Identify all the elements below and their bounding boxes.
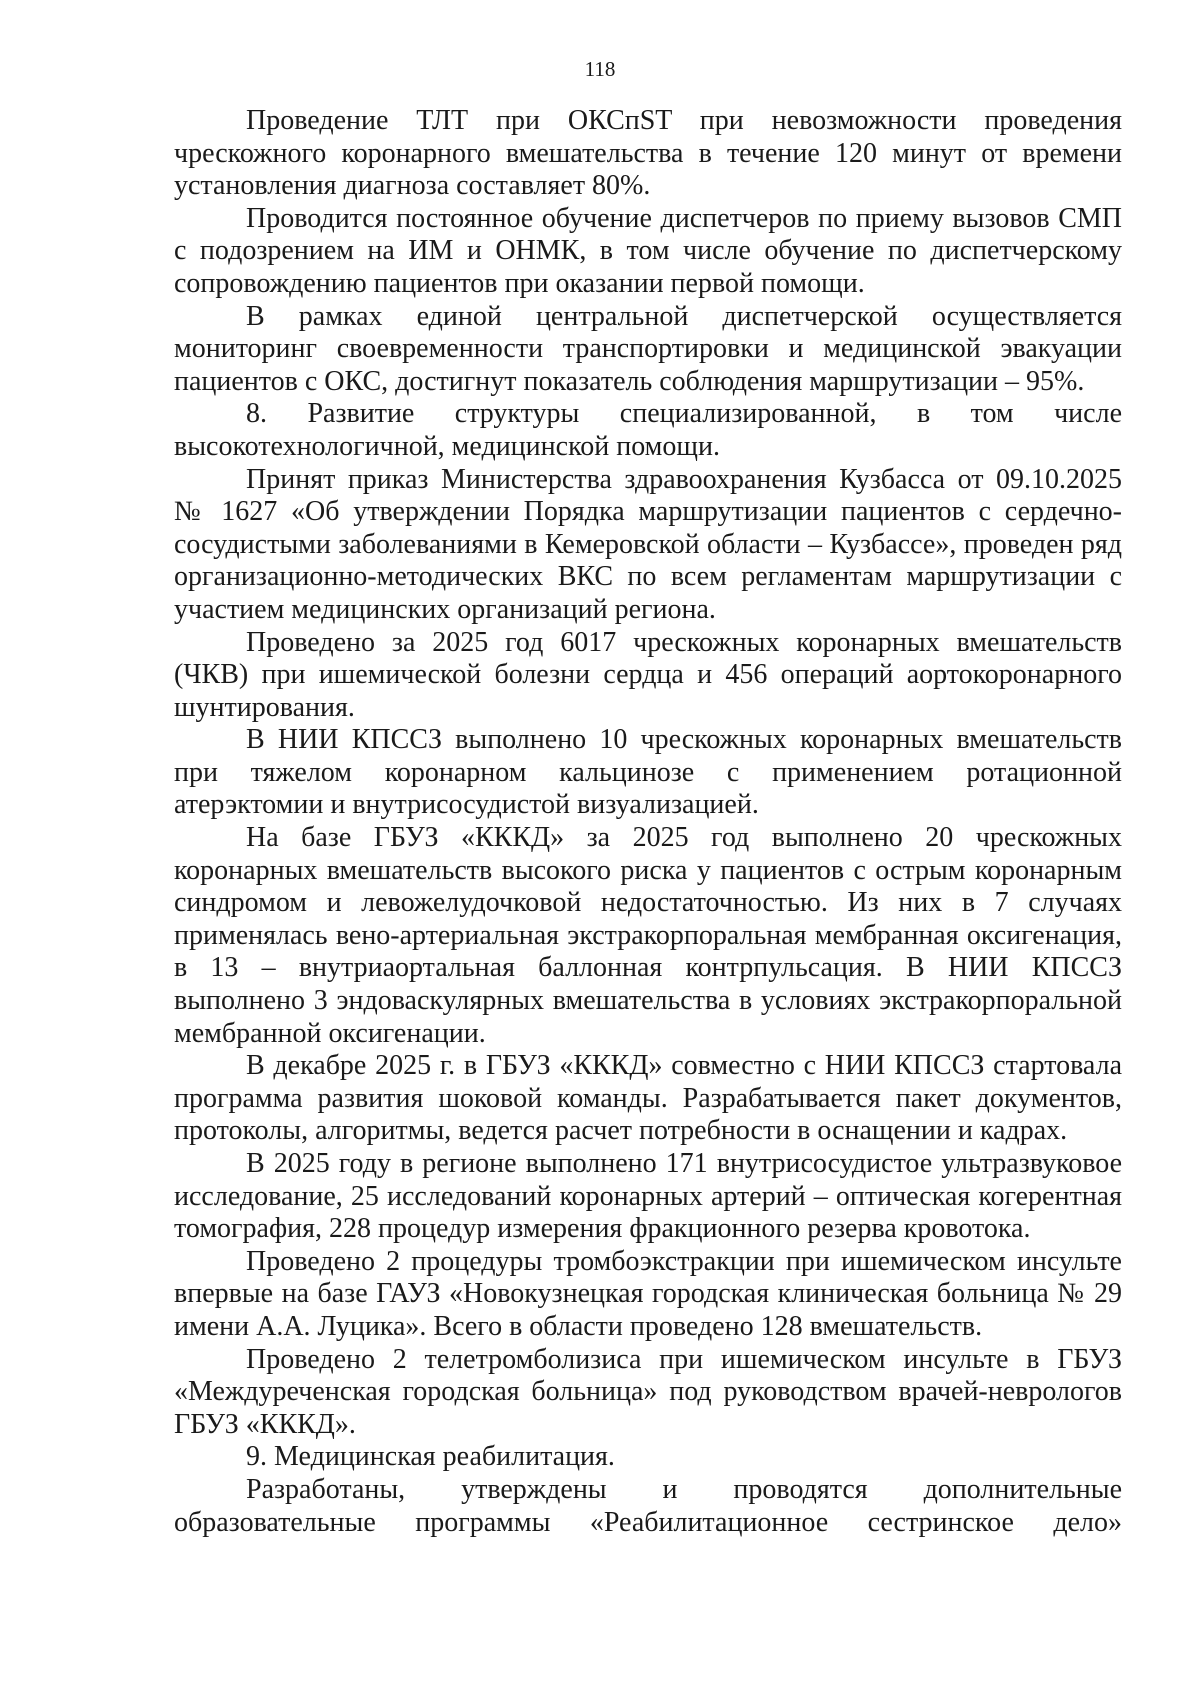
paragraph-education-programs: Разработаны, утверждены и проводятся дополнительные образовательные программы «Реабилитационное сестринское дело» [174, 1473, 1122, 1538]
paragraph-shock-team: В декабре 2025 г. в ГБУЗ «КККД» совместно с НИИ КПССЗ стартовала программа развития шоковой команды. Разрабатывается пакет документов, протоколы, алгоритмы, ведется расчет потребности в оснащении и кадрах. [174, 1050, 1122, 1147]
section-heading-8: 8. Развитие структуры специализированной, в том числе высокотехнологичной, медицинской помощи. [174, 398, 1122, 462]
paragraph-rotational-atherectomy: В НИИ КПССЗ выполнено 10 чрескожных коронарных вмешательств при тяжелом коронарном кальцинозе с применением ротационной атерэктомии и внутрисосудистой визуализацией. [174, 724, 1122, 821]
paragraph-tlt: Проведение ТЛТ при ОКСпST при невозможности проведения чрескожного коронарного вмешательства в течение 120 минут от времени установления диагноза составляет 80%. [174, 105, 1122, 202]
paragraph-intravascular-imaging: В 2025 году в регионе выполнено 171 внутрисосудистое ультразвуковое исследование, 25 исследований коронарных артерий – оптическая когерентная томография, 228 процедур измерения фракционного резерва кровотока. [174, 1148, 1122, 1245]
paragraph-dispatcher-training: Проводится постоянное обучение диспетчеров по приему вызовов СМП с подозрением на ИМ и ОНМК, в том числе обучение по диспетчерскому сопровождению пациентов при оказании первой помощи. [174, 202, 1122, 299]
section-heading-9: 9. Медицинская реабилитация. [246, 1441, 615, 1473]
page-number: 118 [584, 57, 616, 81]
paragraph-routing-order: Принят приказ Министерства здравоохранения Кузбасса от 09.10.2025 № 1627 «Об утверждении Порядка маршрутизации пациентов с сердечно-сосудистыми заболеваниями в Кемеровской области – Кузбассе», проведен ряд организационно-методических ВКС по всем регламентам маршрутизации с участием медицинских организаций региона. [174, 463, 1122, 625]
paragraph-telethrombolysis: Проведено 2 телетромболизиса при ишемическом инсульте в ГБУЗ «Междуреченская городская больница» под руководством врачей-неврологов ГБУЗ «КККД». [174, 1343, 1122, 1440]
paragraph-thrombectomy: Проведено 2 процедуры тромбоэкстракции при ишемическом инсульте впервые на базе ГАУЗ «Новокузнецкая городская клиническая больница № 29 имени А.А. Луцика». Всего в области проведено 128 вмешательств. [174, 1245, 1122, 1342]
document-body [174, 105, 1122, 1539]
paragraph-high-risk-pci: На базе ГБУЗ «КККД» за 2025 год выполнено 20 чрескожных коронарных вмешательств высокого риска у пациентов с острым коронарным синдромом и левожелудочковой недостаточностью. Из них в 7 случаях применялась вено-артериальная экстракорпоральная мембранная оксигенация, в 13 – внутриаортальная баллонная контрпульсация. В НИИ КПССЗ выполнено 3 эндоваскулярных вмешательства в условиях экстракорпоральной мембранной оксигенации. [174, 822, 1122, 1049]
paragraph-pci-count: Проведено за 2025 год 6017 чрескожных коронарных вмешательств (ЧКВ) при ишемической болезни сердца и 456 операций аортокоронарного шунтирования. [174, 626, 1122, 723]
paragraph-dispatch-monitoring: В рамках единой центральной диспетчерской осуществляется мониторинг своевременности транспортировки и медицинской эвакуации пациентов с ОКС, достигнут показатель соблюдения маршрутизации – 95%. [174, 300, 1122, 397]
